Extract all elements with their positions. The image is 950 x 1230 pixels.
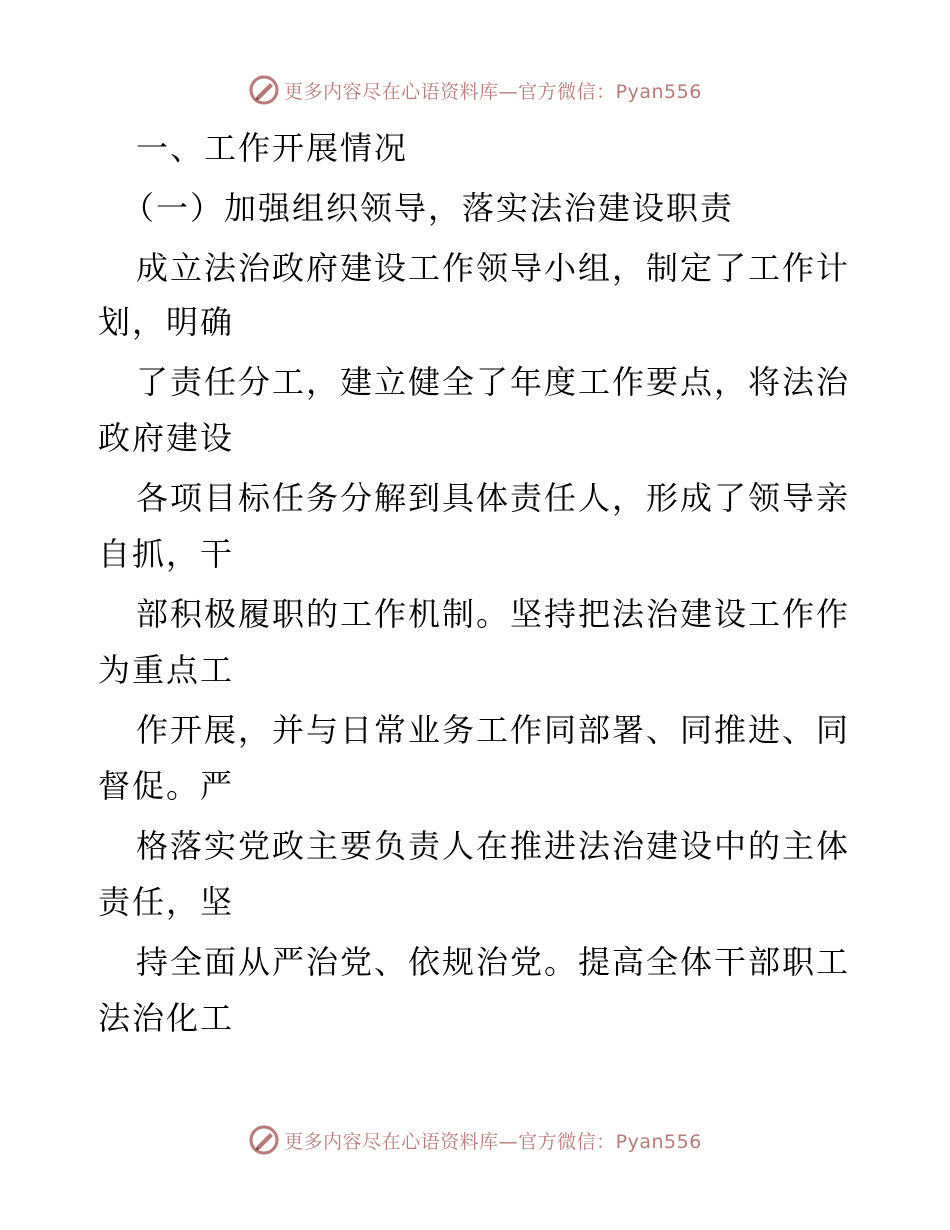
paragraph-line: 部积极履职的工作机制。坚持把法治建设工作作: [136, 595, 851, 633]
paragraph-line: 作开展，并与日常业务工作同部署、同推进、同: [136, 711, 851, 749]
section-heading: 一、工作开展情况: [136, 129, 409, 167]
paragraph-line: 法治化工: [98, 999, 235, 1037]
paragraph-line: 成立法治政府建设工作领导小组，制定了工作计: [136, 249, 851, 287]
paragraph-line: 各项目标任务分解到具体责任人，形成了领导亲: [136, 479, 851, 517]
watermark-text: 更多内容尽在心语资料库—官方微信：Pyan556: [284, 80, 702, 103]
pen-logo-icon: [248, 1124, 280, 1156]
pen-logo-icon: [248, 74, 280, 106]
header-watermark: [0, 70, 950, 110]
paragraph-line: 了责任分工，建立健全了年度工作要点，将法治: [136, 363, 851, 401]
paragraph-line: 持全面从严治党、依规治党。提高全体干部职工: [136, 943, 851, 981]
paragraph-line: 为重点工: [98, 651, 235, 689]
paragraph-line: 督促。严: [98, 767, 235, 805]
footer-watermark: [0, 1120, 950, 1160]
subsection-heading: （一）加强组织领导，落实法治建设职责: [122, 189, 735, 227]
paragraph-line: 政府建设: [98, 419, 235, 457]
watermark-text: 更多内容尽在心语资料库—官方微信：Pyan556: [284, 1130, 702, 1153]
paragraph-line: 责任，坚: [98, 883, 235, 921]
paragraph-line: 划，明确: [98, 303, 235, 341]
paragraph-line: 自抓，干: [98, 535, 235, 573]
paragraph-line: 格落实党政主要负责人在推进法治建设中的主体: [136, 827, 851, 865]
